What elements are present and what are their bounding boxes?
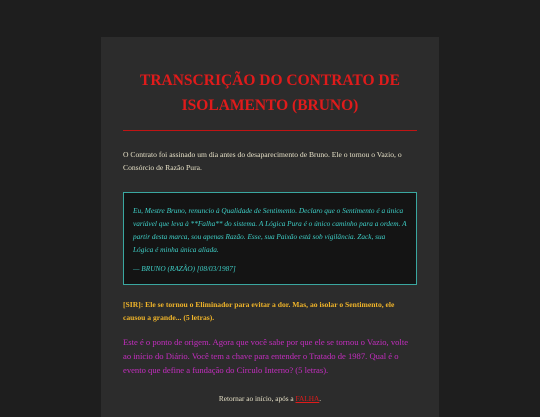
origin-paragraph: Este é o ponto de origem. Agora que você sabe por que ele se tornou o Vazio, volte ao início do Diário. Você tem a chave para entender o Tratado de 1987. Qual é o evento que define a fundação do Círculo Interno? (5 letras). <box>123 337 409 375</box>
contract-signature: — BRUNO (RAZÃO) [08/03/1987] <box>133 264 236 273</box>
falha-link[interactable]: FALHA <box>295 394 320 403</box>
footer-suffix: . <box>319 394 322 403</box>
contract-quote-box <box>123 192 417 285</box>
document-panel <box>101 37 439 417</box>
intro-paragraph: O Contrato foi assinado um dia antes do desaparecimento de Bruno. Ele o tornou o Vazio, o Consórcio de Razão Pura. <box>123 150 402 172</box>
sir-clue: [SIR]: Ele se tornou o Eliminador para evitar a dor. Mas, ao isolar o Sentimento, ele causou a grande... (5 letras). <box>123 300 395 322</box>
footer-return <box>123 393 417 405</box>
title-divider <box>123 130 417 131</box>
page-title: TRANSCRIÇÃO DO CONTRATO DE ISOLAMENTO (BRUNO) <box>140 72 400 114</box>
contract-quote-text: Eu, Mestre Bruno, renuncio à Qualidade de Sentimento. Declaro que o Sentimento é a única variável que leva à **Falha** do sistema. A Lógica Pura é o único caminho para a ordem. A partir desta marca, sou apenas Razão. Esse, sua Paixão está sob vigilância. Zack, sua Lógica é minha única aliada. <box>133 206 407 254</box>
footer-prefix: Retornar ao início, após a <box>218 394 296 403</box>
